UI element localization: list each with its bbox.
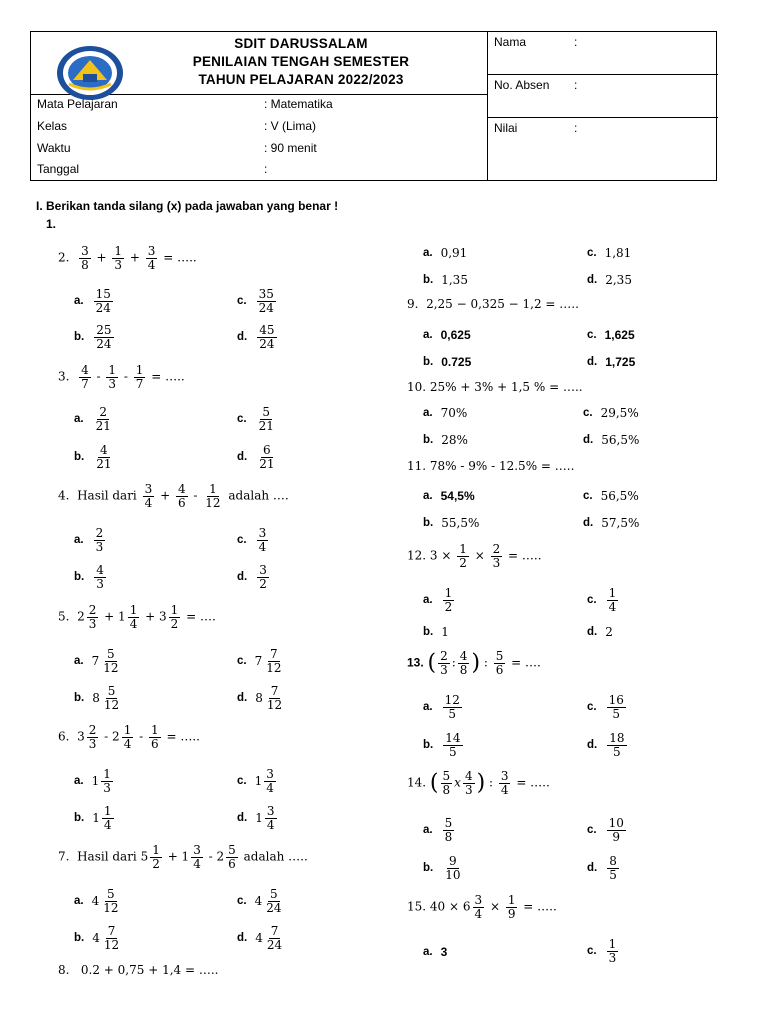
nilai-label: Nilai [494, 121, 518, 135]
name-colon: : [574, 35, 578, 49]
time-label: Waktu [37, 141, 71, 155]
q8-option-b[interactable]: b. 1,35 [423, 273, 468, 287]
q10-option-b[interactable]: b. 28% [423, 433, 468, 447]
q8-option-a[interactable]: a. 0,91 [423, 246, 468, 260]
q4-option-d[interactable]: d. $\frac{3}{2}$ [237, 563, 267, 591]
school-name: SDIT DARUSSALAM [234, 36, 368, 51]
q5-option-b[interactable]: b. 8 $\frac{5}{12}$ [74, 684, 120, 712]
q7-option-a[interactable]: a. 4 $\frac{5}{12}$ [74, 887, 119, 915]
absen-label: No. Absen [494, 78, 550, 92]
q8-option-d[interactable]: d. 2,35 [587, 273, 632, 287]
exam-header [30, 31, 717, 181]
q11-option-b[interactable]: b. 55,5% [423, 516, 480, 530]
q3-option-c[interactable]: c. $\frac{5}{21}$ [237, 405, 274, 433]
q14-option-a[interactable]: a. $\frac{5}{8}$ [423, 816, 453, 844]
q5-option-a[interactable]: a. 7 $\frac{5}{12}$ [74, 647, 119, 675]
q2-option-b[interactable]: b. $\frac{25}{24}$ [74, 323, 112, 351]
subject-value: : Matematika [264, 97, 333, 111]
q2-option-c[interactable]: c. $\frac{35}{24}$ [237, 287, 274, 315]
q8-option-c[interactable]: c. 1,81 [587, 246, 632, 260]
q6-option-b[interactable]: b. 1 $\frac{1}{4}$ [74, 804, 112, 832]
q7-option-c[interactable]: c. 4 $\frac{5}{24}$ [237, 887, 282, 915]
class-label: Kelas [37, 119, 68, 133]
school-year: TAHUN PELAJARAN 2022/2023 [198, 72, 404, 87]
time-value: : 90 menit [264, 141, 317, 155]
question-9: 9. 2,25 − 0,325 − 1,2 = ….. [407, 297, 579, 311]
q4-option-c[interactable]: c. $\frac{3}{4}$ [237, 526, 267, 554]
q9-option-c[interactable]: c. 1,625 [587, 328, 635, 342]
q9-option-b[interactable]: b. 0.725 [423, 355, 472, 369]
class-value: : V (Lima) [264, 119, 317, 133]
q12-option-b[interactable]: b. 1 [423, 625, 449, 639]
subject-label: Mata Pelajaran [37, 97, 118, 111]
q10-option-c[interactable]: c. 29,5% [583, 406, 639, 420]
exam-title: PENILAIAN TENGAH SEMESTER [192, 54, 410, 69]
q12-option-a[interactable]: a. $\frac{1}{2}$ [423, 586, 453, 614]
question-14: 14. ( $\frac{5}{8}$ x $\frac{4}{3}$ ) : $\frac{3}{4}$ = ….. [407, 769, 550, 797]
q6-option-a[interactable]: a. 1 $\frac{1}{3}$ [74, 767, 111, 795]
question-4: 4. Hasil dari $\frac{3}{4}$ + $\frac{4}{6}$ - $\frac{1}{12}$ adalah …. [58, 482, 289, 510]
q6-option-d[interactable]: d. 1 $\frac{3}{4}$ [237, 804, 275, 832]
q15-option-a[interactable]: a. 3 [423, 945, 448, 959]
q13-option-a[interactable]: a. $\frac{12}{5}$ [423, 693, 460, 721]
date-value: : [264, 162, 268, 176]
q7-option-d[interactable]: d. 4 $\frac{7}{24}$ [237, 924, 283, 952]
q11-option-a[interactable]: a. 54,5% [423, 489, 475, 503]
q14-option-c[interactable]: c. $\frac{10}{9}$ [587, 816, 624, 844]
q3-option-d[interactable]: d. $\frac{6}{21}$ [237, 443, 275, 471]
q3-option-a[interactable]: a. $\frac{2}{21}$ [74, 405, 111, 433]
q12-option-c[interactable]: c. $\frac{1}{4}$ [587, 586, 617, 614]
q15-option-c[interactable]: c. $\frac{1}{3}$ [587, 937, 617, 965]
q14-option-b[interactable]: b. $\frac{9}{10}$ [423, 854, 461, 882]
question-1: 1. [46, 217, 57, 231]
q3-option-b[interactable]: b. $\frac{4}{21}$ [74, 443, 112, 471]
section-title: I. Berikan tanda silang (x) pada jawaban yang benar ! [36, 199, 339, 213]
q13-option-d[interactable]: d. $\frac{18}{5}$ [587, 731, 625, 759]
q11-option-c[interactable]: c. 56,5% [583, 489, 639, 503]
question-3: 3. $\frac{4}{7}$ - $\frac{1}{3}$ - $\frac{1}{7}$ = ….. [58, 363, 185, 391]
question-15: 15. 40 × 6 $\frac{3}{4}$ × $\frac{1}{9}$ = ….. [407, 893, 557, 921]
q11-option-d[interactable]: d. 57,5% [583, 516, 640, 530]
question-10: 10. 25% + 3% + 1,5 % = ….. [407, 380, 583, 394]
q12-option-d[interactable]: d. 2 [587, 625, 613, 639]
nilai-colon: : [574, 121, 578, 135]
q6-option-c[interactable]: c. 1 $\frac{3}{4}$ [237, 767, 274, 795]
q14-option-d[interactable]: d. $\frac{8}{5}$ [587, 854, 617, 882]
q9-option-d[interactable]: d. 1,725 [587, 355, 636, 369]
question-5: 5. 2 $\frac{2}{3}$ + 1 $\frac{1}{4}$ + 3 $\frac{1}{2}$ = …. [58, 603, 216, 631]
q2-option-a[interactable]: a. $\frac{15}{24}$ [74, 287, 111, 315]
date-label: Tanggal [37, 162, 80, 176]
q4-option-a[interactable]: a. $\frac{2}{3}$ [74, 526, 104, 554]
q4-option-b[interactable]: b. $\frac{4}{3}$ [74, 563, 104, 591]
q13-option-b[interactable]: b. $\frac{14}{5}$ [423, 731, 461, 759]
q10-option-a[interactable]: a. 70% [423, 406, 468, 420]
question-7: 7. Hasil dari 5 $\frac{1}{2}$ + 1 $\frac{3}{4}$ - 2 $\frac{5}{6}$ adalah ….. [58, 843, 308, 871]
question-11: 11. 78% - 9% - 12.5% = ….. [407, 459, 575, 473]
question-12: 12. 3 × $\frac{1}{2}$ × $\frac{2}{3}$ = ….. [407, 542, 542, 570]
name-label: Nama [494, 35, 527, 49]
question-13: 13. ( $\frac{2}{3}$ : $\frac{4}{8}$ ) : $\frac{5}{6}$ = …. [407, 649, 541, 677]
school-logo-icon [55, 44, 125, 102]
q5-option-c[interactable]: c. 7 $\frac{7}{12}$ [237, 647, 282, 675]
question-2: 2. $\frac{3}{8}$ + $\frac{1}{3}$ + $\frac{3}{4}$ = ….. [58, 244, 197, 272]
q5-option-d[interactable]: d. 8 $\frac{7}{12}$ [237, 684, 283, 712]
q9-option-a[interactable]: a. 0,625 [423, 328, 471, 342]
q13-option-c[interactable]: c. $\frac{16}{5}$ [587, 693, 624, 721]
q10-option-d[interactable]: d. 56,5% [583, 433, 640, 447]
q2-option-d[interactable]: d. $\frac{45}{24}$ [237, 323, 275, 351]
question-8: 8. 0.2 + 0,75 + 1,4 = ….. [58, 963, 219, 977]
absen-colon: : [574, 78, 578, 92]
question-6: 6. 3 $\frac{2}{3}$ - 2 $\frac{1}{4}$ - $\frac{1}{6}$ = ….. [58, 723, 200, 751]
q7-option-b[interactable]: b. 4 $\frac{7}{12}$ [74, 924, 120, 952]
